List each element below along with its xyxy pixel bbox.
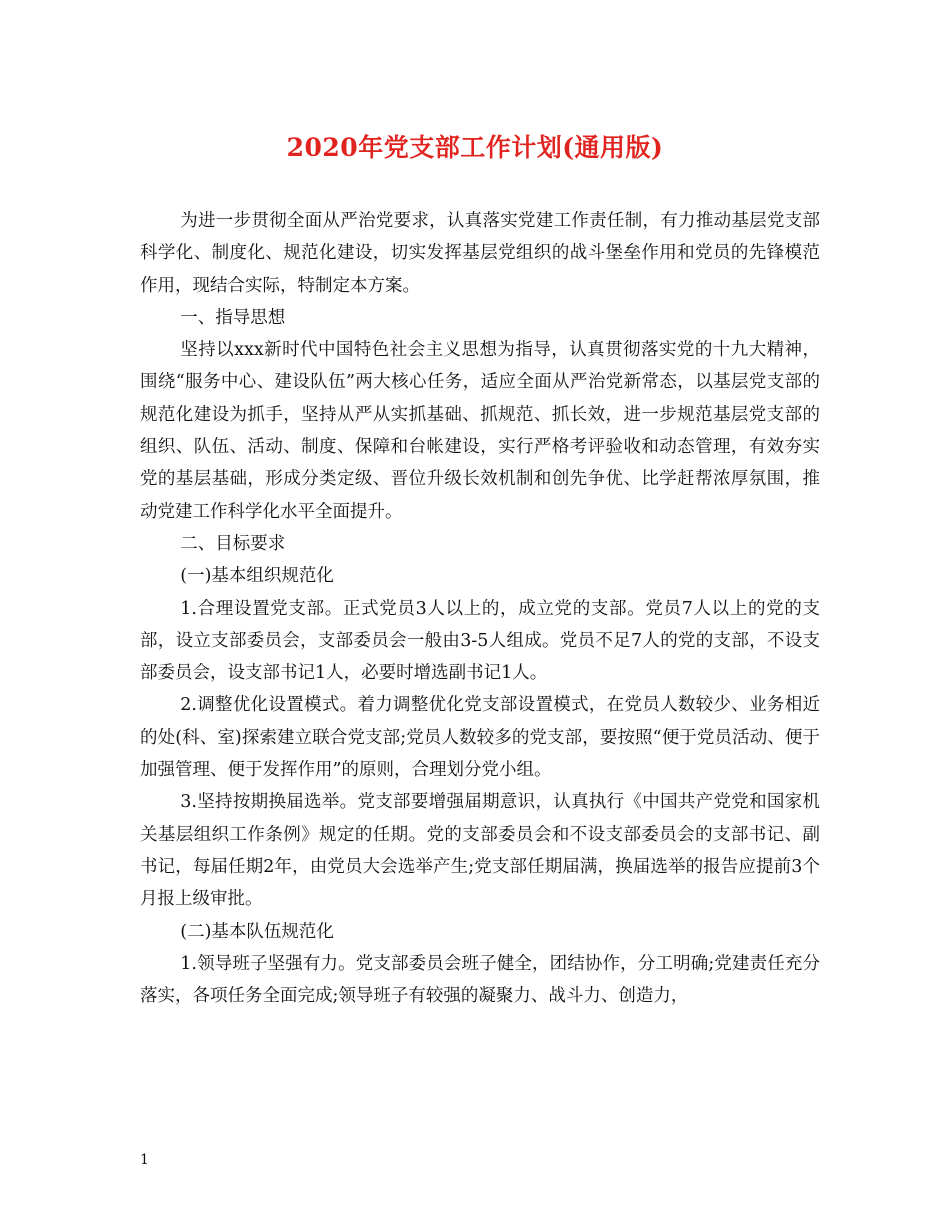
document-body [140,205,820,1012]
paragraph-item-2: 2.调整优化设置模式。着力调整优化党支部设置模式，在党员人数较少、业务相近的处(科、室)探索建立联合党支部;党员人数较多的党支部，要按照“便于党员活动、便于加强管理、便于发挥作用”的原则，合理划分党小组。 [140,695,820,781]
paragraph-item-3: 3.坚持按期换届选举。党支部要增强届期意识，认真执行《中国共产党党和国家机关基层组织工作条例》规定的任期。党的支部委员会和不设支部委员会的支部书记、副书记，每届任期2年，由党员大会选举产生;党支部任期届满，换届选举的报告应提前3个月报上级审批。 [140,792,820,910]
paragraph-guiding-ideology: 坚持以xxx新时代中国特色社会主义思想为指导，认真贯彻落实党的十九大精神，围绕“服务中心、建设队伍”两大核心任务，适应全面从严治党新常态，以基层党支部的规范化建设为抓手，坚持从严从实抓基础、抓规范、抓长效，进一步规范基层党支部的组织、队伍、活动、制度、保障和台帐建设，实行严格考评验收和动态管理，有效夯实党的基层基础，形成分类定级、晋位升级长效机制和创先争优、比学赶帮浓厚氛围，推动党建工作科学化水平全面提升。 [140,340,820,522]
paragraph-team-item-1: 1.领导班子坚强有力。党支部委员会班子健全，团结协作，分工明确;党建责任充分落实，各项任务全面完成;领导班子有较强的凝聚力、战斗力、创造力， [140,953,820,1007]
heading-goals: 二、目标要求 [180,533,286,554]
paragraph-item-1: 1.合理设置党支部。正式党员3人以上的，成立党的支部。党员7人以上的党的支部，设立支部委员会，支部委员会一般由3-5人组成。党员不足7人的党的支部，不设支部委员会，设支部书记1人，必要时增选副书记1人。 [140,598,820,684]
page-number: 1 [140,1152,149,1168]
subheading-organization: (一)基本组织规范化 [180,566,334,587]
paragraph-intro: 为进一步贯彻全面从严治党要求，认真落实党建工作责任制，有力推动基层党支部科学化、制度化、规范化建设，切实发挥基层党组织的战斗堡垒作用和党员的先锋模范作用，现结合实际，特制定本方案。 [140,211,820,296]
heading-guiding-ideology: 一、指导思想 [180,307,286,328]
document-title: 2020年党支部工作计划(通用版) [286,133,664,162]
subheading-team: (二)基本队伍规范化 [180,921,334,942]
